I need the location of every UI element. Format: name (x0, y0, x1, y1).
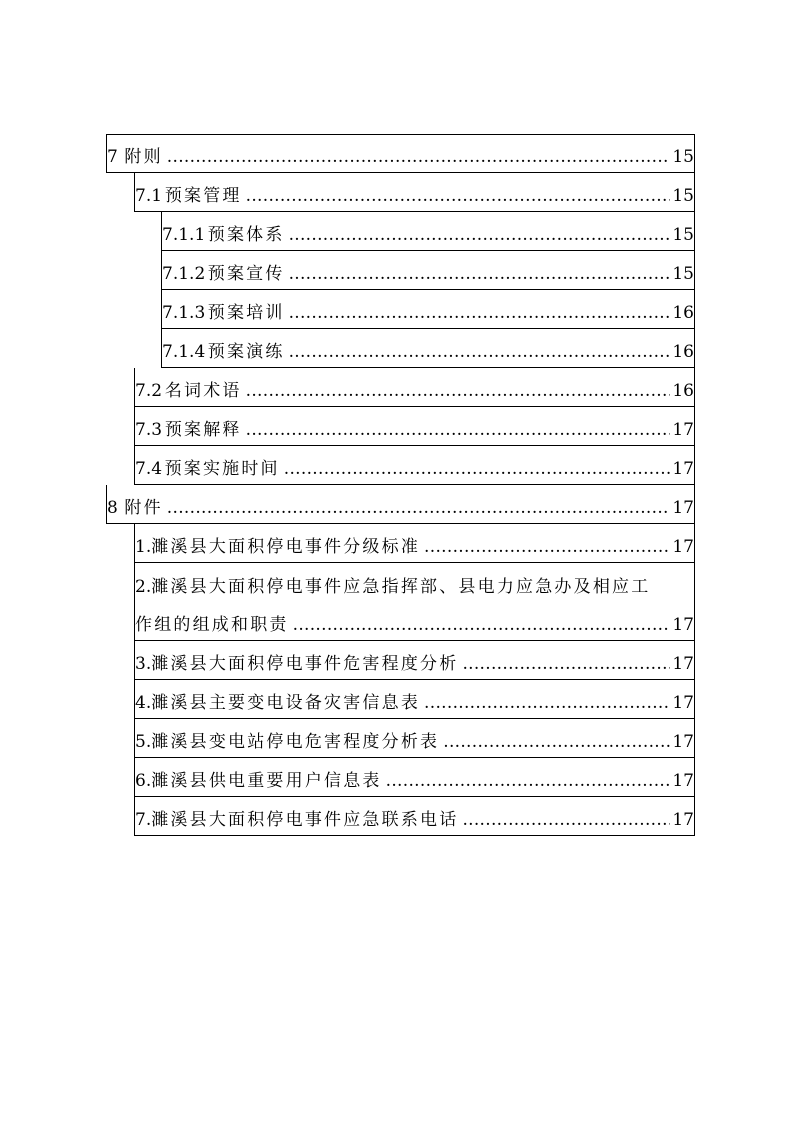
toc-number: 4. (135, 693, 152, 713)
toc-number: 8 (107, 498, 118, 518)
dot-leader (462, 653, 670, 675)
toc-page-number: 17 (672, 459, 694, 479)
toc-number: 7.1.3 (162, 303, 206, 323)
toc-title: 濉溪县主要变电设备灾害信息表 (151, 693, 421, 713)
dot-leader (443, 731, 670, 753)
toc-number: 7 (107, 147, 118, 167)
toc-page-number: 15 (672, 186, 694, 206)
toc-entry-attachment-6[interactable] (134, 758, 695, 797)
toc-page-number: 16 (672, 303, 694, 323)
dot-leader (289, 263, 671, 285)
toc-page-number: 17 (672, 732, 694, 752)
toc-number: 6. (135, 771, 152, 791)
toc-number: 7.1.4 (162, 342, 206, 362)
toc-number: 1. (135, 537, 152, 557)
dot-leader (246, 185, 671, 207)
toc-number: 7.1.1 (162, 225, 206, 245)
toc-entry-attachment-1[interactable] (134, 524, 695, 563)
toc-entry-7-1-1[interactable] (161, 212, 695, 251)
toc-page-number: 17 (672, 420, 694, 440)
toc-entry-attachment-3[interactable] (134, 641, 695, 680)
toc-page-number: 17 (672, 654, 694, 674)
toc-entry-7[interactable] (106, 134, 695, 173)
toc-entry-7-1-3[interactable] (161, 290, 695, 329)
dot-leader (386, 770, 671, 792)
toc-number: 3. (135, 654, 152, 674)
toc-page-number: 15 (672, 225, 694, 245)
toc-title: 预案体系 (207, 225, 285, 245)
toc-entry-7-1[interactable] (134, 173, 695, 212)
toc-title: 预案管理 (164, 186, 242, 206)
dot-leader (293, 614, 671, 636)
toc-entry-line (135, 563, 694, 602)
toc-number: 7. (135, 810, 152, 830)
dot-leader (289, 302, 671, 324)
dot-leader (167, 146, 671, 168)
toc-page-number: 16 (672, 342, 694, 362)
toc-title: 濉溪县大面积停电事件应急指挥部、县电力应急办及相应工 (151, 576, 651, 597)
dot-leader (424, 692, 670, 714)
toc-page-number: 17 (672, 771, 694, 791)
toc-entry-8[interactable] (106, 485, 695, 524)
toc-entry-line (135, 602, 694, 641)
toc-page-number: 17 (672, 693, 694, 713)
toc-page-number: 16 (672, 381, 694, 401)
toc-entry-attachment-5[interactable] (134, 719, 695, 758)
toc-number: 7.1 (135, 186, 163, 206)
toc-number: 7.4 (135, 459, 163, 479)
toc-page-number: 17 (672, 498, 694, 518)
dot-leader (284, 458, 671, 480)
toc-title: 濉溪县大面积停电事件分级标准 (151, 537, 421, 557)
toc-entry-7-4[interactable] (134, 446, 695, 485)
dot-leader (424, 536, 670, 558)
toc-title: 预案培训 (207, 303, 285, 323)
dot-leader (462, 809, 670, 831)
toc-title: 濉溪县大面积停电事件应急联系电话 (151, 810, 459, 830)
toc-number: 7.3 (135, 420, 163, 440)
toc-page-number: 17 (672, 615, 694, 635)
toc-title: 附则 (124, 147, 163, 167)
toc-number: 2. (135, 576, 152, 597)
toc-number: 7.2 (135, 381, 163, 401)
toc-title: 濉溪县变电站停电危害程度分析表 (151, 732, 440, 752)
toc-page-number: 15 (672, 147, 694, 167)
dot-leader (167, 497, 671, 519)
toc-entry-7-1-4[interactable] (161, 329, 695, 368)
toc-entry-attachment-7[interactable] (134, 797, 695, 836)
toc-title: 濉溪县供电重要用户信息表 (151, 771, 382, 791)
toc-title-continued: 作组的组成和职责 (135, 615, 289, 635)
toc-title: 预案解释 (164, 420, 242, 440)
toc-page-number: 15 (672, 264, 694, 284)
toc-title: 预案宣传 (207, 264, 285, 284)
dot-leader (289, 341, 671, 363)
toc-title: 预案演练 (207, 342, 285, 362)
toc-number: 7.1.2 (162, 264, 206, 284)
toc-entry-7-2[interactable] (134, 368, 695, 407)
toc-title: 预案实施时间 (164, 459, 280, 479)
toc-number: 5. (135, 732, 152, 752)
toc-entry-7-1-2[interactable] (161, 251, 695, 290)
toc-entry-7-3[interactable] (134, 407, 695, 446)
dot-leader (246, 419, 671, 441)
toc-title: 濉溪县大面积停电事件危害程度分析 (151, 654, 459, 674)
toc-page-number: 17 (672, 810, 694, 830)
dot-leader (246, 380, 671, 402)
toc-page-number: 17 (672, 537, 694, 557)
toc-title: 名词术语 (164, 381, 242, 401)
toc-title: 附件 (124, 498, 163, 518)
dot-leader (289, 224, 671, 246)
toc-entry-attachment-4[interactable] (134, 680, 695, 719)
toc-entry-attachment-2[interactable] (134, 563, 695, 641)
